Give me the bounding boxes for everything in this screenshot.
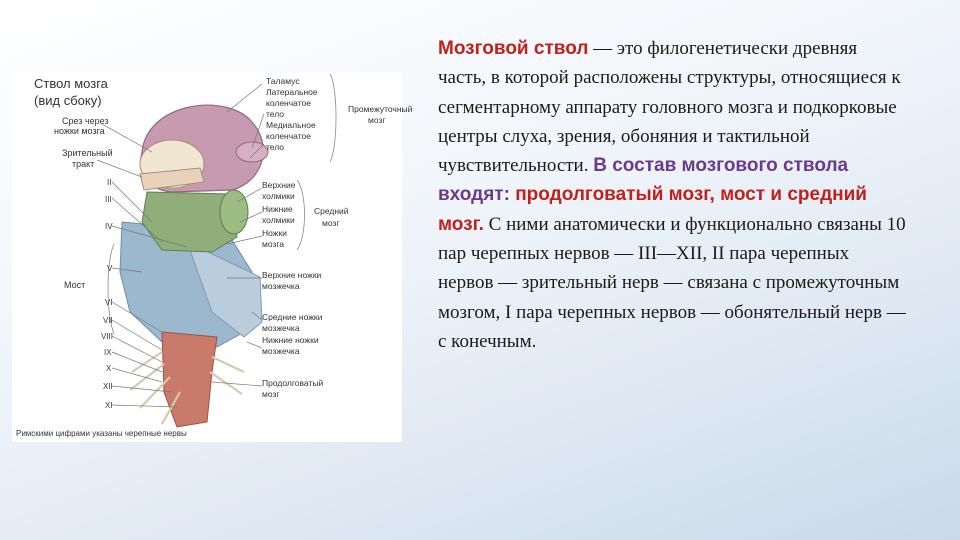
nerve-X: X bbox=[106, 364, 112, 373]
brainstem-drawing bbox=[12, 72, 413, 442]
figure-title-line1: Ствол мозга bbox=[34, 76, 108, 91]
nerve-XII: XII bbox=[103, 382, 113, 391]
nerve-XI: XI bbox=[105, 401, 113, 410]
label-mid-inf-peduncles-3: мозжечка bbox=[262, 346, 300, 356]
description-paragraph bbox=[438, 34, 908, 356]
label-colliculi-1: холмики bbox=[262, 191, 295, 201]
label-colliculi-4: Ножки bbox=[262, 228, 287, 238]
label-diencephalon-0: Промежуточный bbox=[348, 104, 413, 114]
mid-inf-peduncle-labels bbox=[262, 312, 323, 356]
nerve-IV: IV bbox=[105, 222, 113, 231]
figure-title-line2: (вид сбоку) bbox=[34, 93, 102, 108]
label-thalamus-4: Медиальное bbox=[266, 120, 316, 130]
brainstem-illustration bbox=[12, 72, 413, 442]
label-midbrain-1: мозг bbox=[322, 218, 340, 228]
nerve-V: V bbox=[107, 264, 113, 273]
nerve-VIII: VIII bbox=[101, 332, 114, 341]
nerve-III: III bbox=[105, 195, 112, 204]
medulla-shape bbox=[162, 332, 217, 427]
nerve-II: II bbox=[107, 178, 112, 187]
label-colliculi-3: холмики bbox=[262, 215, 295, 225]
composition-parts: продолговатый мозг, мост и средний мозг. bbox=[438, 184, 867, 235]
label-cut-line2: ножки мозга bbox=[54, 126, 105, 136]
label-thalamus-3: тело bbox=[266, 109, 285, 119]
label-mid-inf-peduncles-2: Нижние ножки bbox=[262, 335, 319, 345]
label-thalamus-0: Таламус bbox=[266, 76, 300, 86]
label-sup-peduncles-1: мозжечка bbox=[262, 281, 300, 291]
term-brainstem: Мозговой ствол bbox=[438, 38, 589, 59]
label-colliculi-5: мозга bbox=[262, 239, 285, 249]
label-mid-inf-peduncles-0: Средние ножки bbox=[262, 312, 323, 322]
label-cut-line1: Срез через bbox=[62, 116, 109, 126]
label-pons: Мост bbox=[64, 280, 86, 290]
definition-text: — это филогенетически древняя часть, в которой расположены структуры, относящиеся к сегментарному аппарату головного мозга и подкорковые центры слуха, зрения, обоняния и тактильной чувствительности. bbox=[438, 38, 901, 177]
label-colliculi-2: Нижние bbox=[262, 204, 293, 214]
label-medulla-0: Продолговатый bbox=[262, 378, 324, 388]
label-optic-line2: тракт bbox=[72, 159, 95, 169]
composition-intro: В состав мозгового ствола входят: bbox=[438, 155, 849, 206]
thalamus-labels bbox=[266, 76, 318, 152]
figure-caption: Римскими цифрами указаны черепные нервы bbox=[16, 429, 187, 438]
label-thalamus-5: коленчатое bbox=[266, 131, 311, 141]
label-diencephalon-1: мозг bbox=[368, 115, 386, 125]
colliculi-shape bbox=[220, 190, 248, 234]
label-optic-line1: Зрительный bbox=[62, 148, 113, 158]
colliculi-labels bbox=[262, 180, 296, 249]
label-midbrain-0: Средний bbox=[314, 206, 349, 216]
label-medulla-1: мозг bbox=[262, 389, 280, 399]
label-sup-peduncles-0: Верхние ножки bbox=[262, 270, 322, 280]
label-thalamus-1: Латеральное bbox=[266, 87, 318, 97]
label-colliculi-0: Верхние bbox=[262, 180, 296, 190]
nerve-IX: IX bbox=[104, 348, 112, 357]
label-thalamus-6: тело bbox=[266, 142, 285, 152]
continuation-text: С ними анатомически и функционально связаны 10 пар черепных нервов — III—XII, II пара черепных нервов — зрительный нерв — связана с промежуточным мозгом, I пара черепных нервов — обонятельный нерв — с конечным. bbox=[438, 213, 906, 352]
nerve-VII: VII bbox=[103, 316, 113, 325]
label-mid-inf-peduncles-1: мозжечка bbox=[262, 323, 300, 333]
nerve-VI: VI bbox=[105, 298, 113, 307]
label-thalamus-2: коленчатое bbox=[266, 98, 311, 108]
